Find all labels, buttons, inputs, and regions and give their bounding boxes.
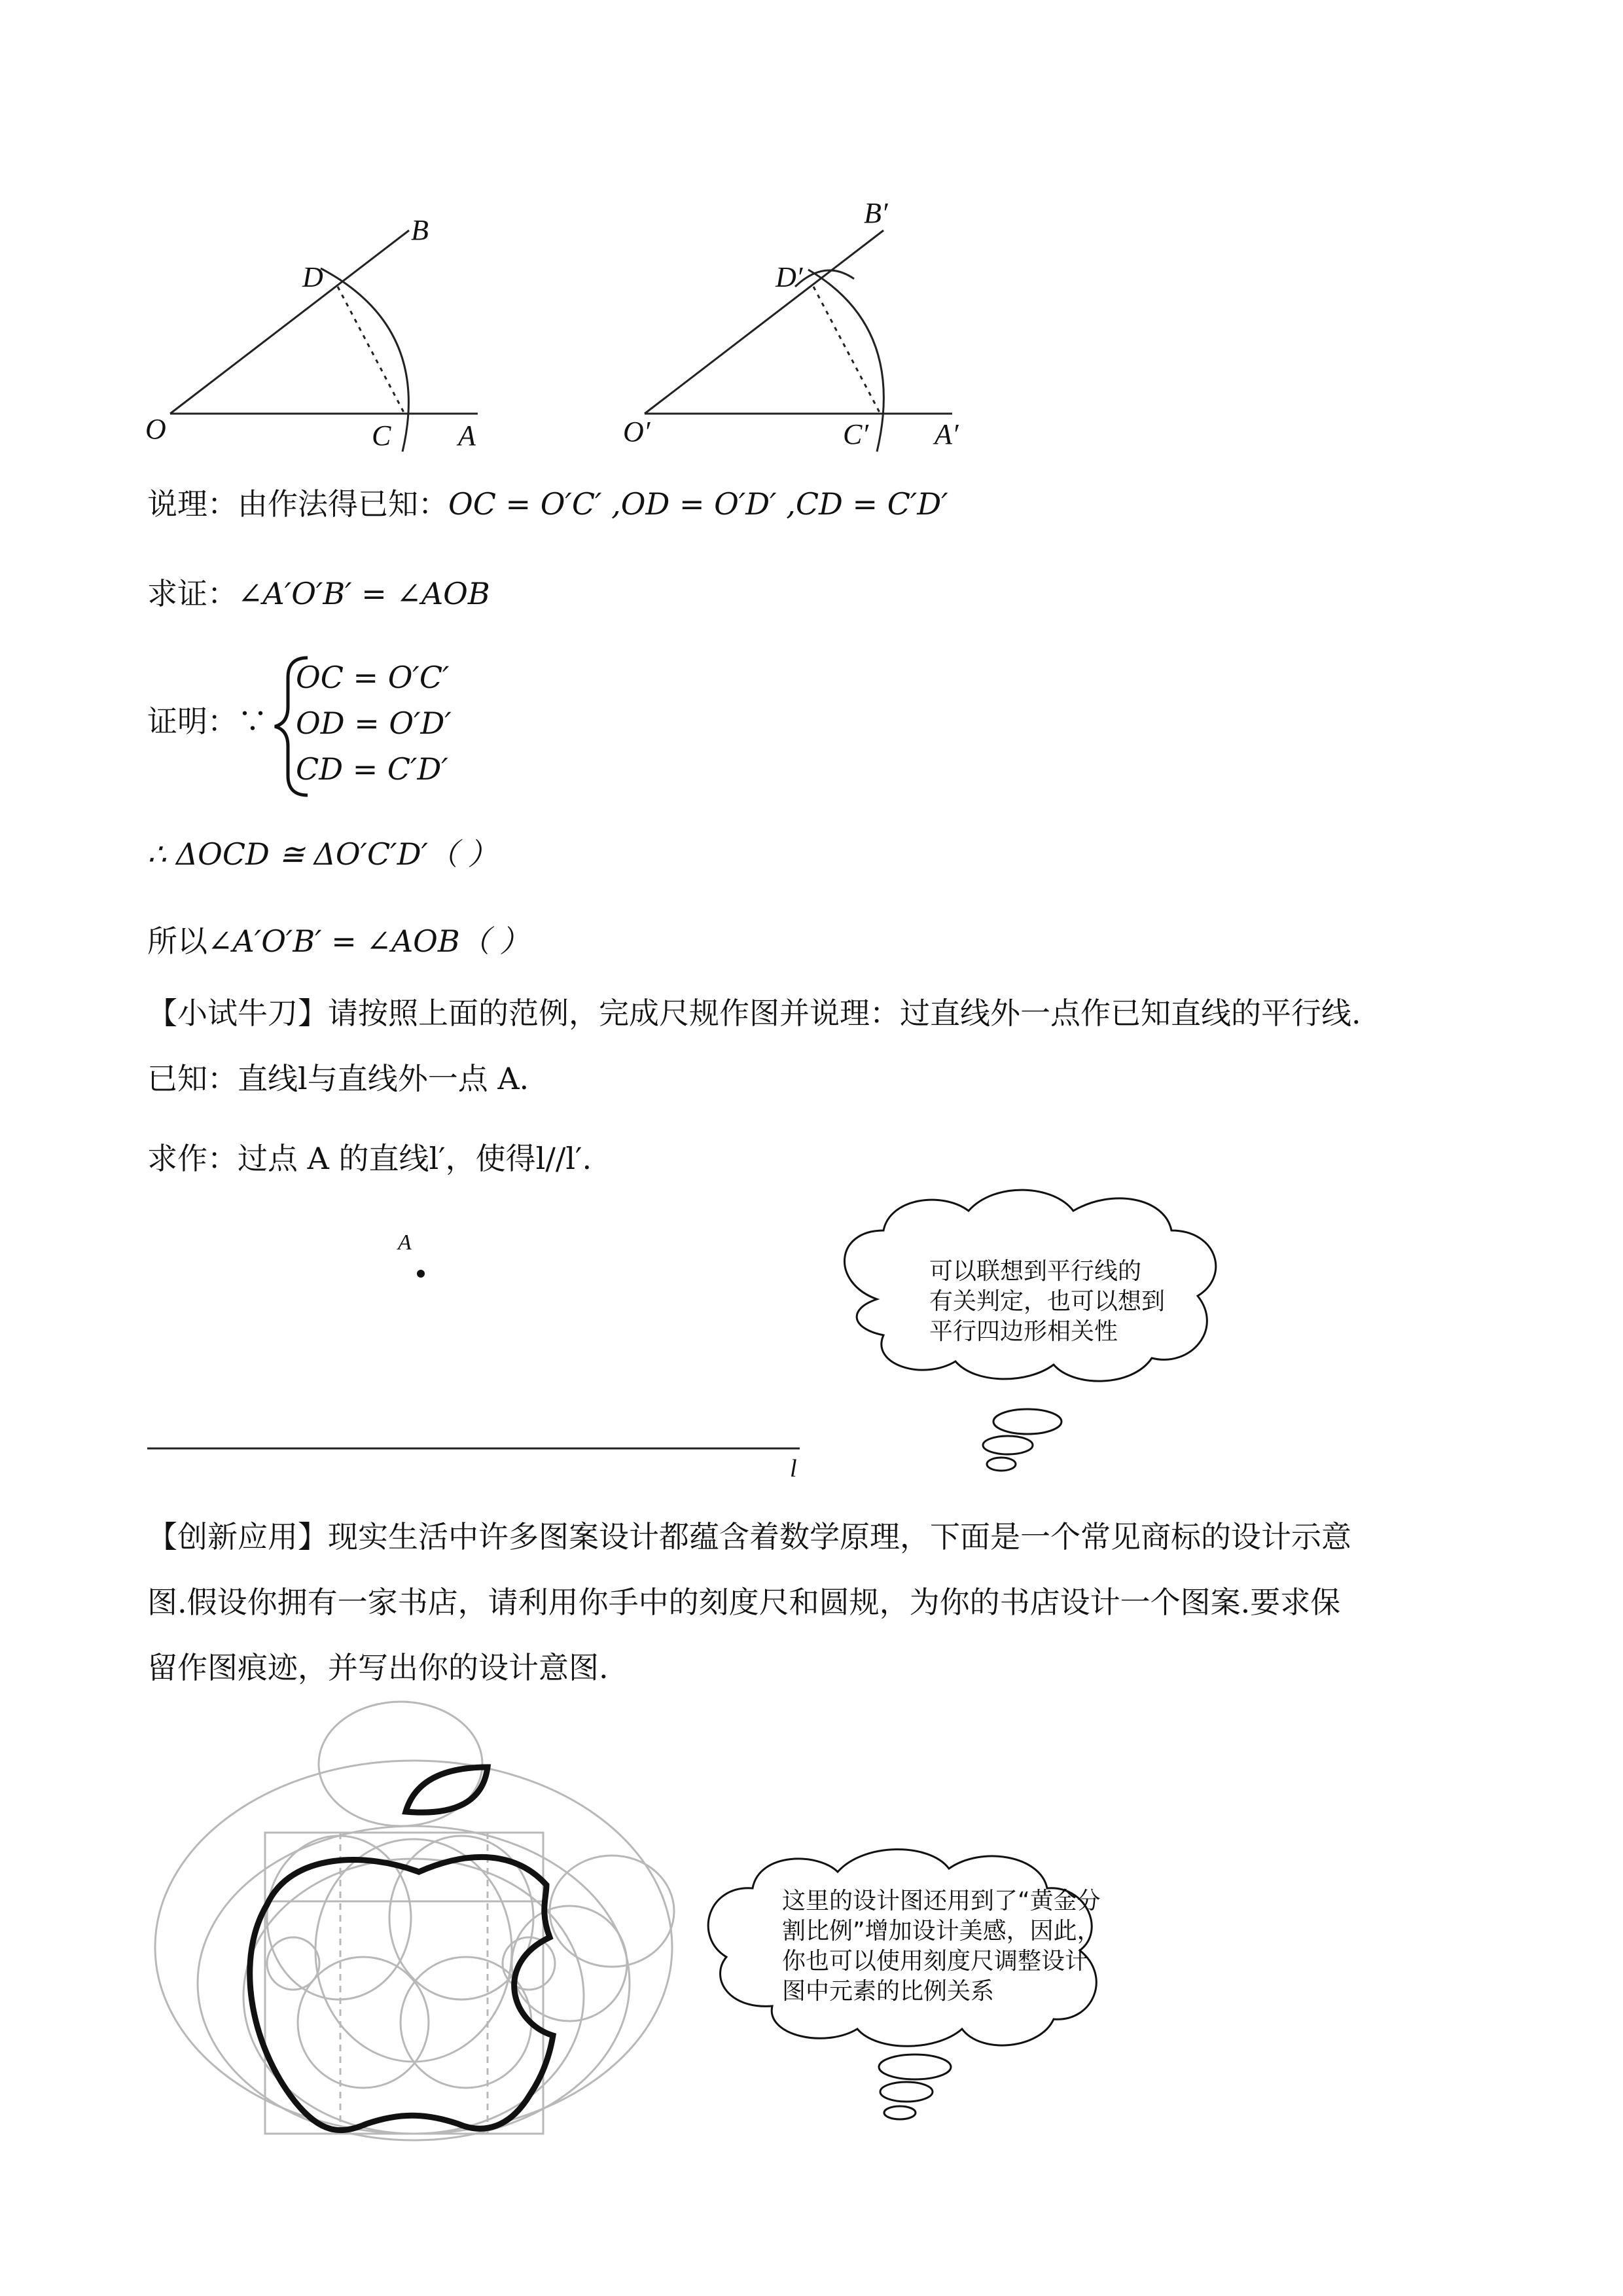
label-C: C: [372, 420, 391, 452]
label-B: B: [411, 214, 429, 246]
label-B-prime: B′: [864, 197, 888, 229]
proof-line-2: OD = O′D′: [296, 706, 452, 741]
point-A-label: A: [398, 1230, 412, 1255]
prove-label: 求证：: [147, 576, 238, 611]
explain-math: OC = O′C′ ,OD = O′D′ ,CD = C′D′: [448, 486, 948, 522]
trial-cloud-line-2: 有关判定，也可以想到: [929, 1288, 1166, 1315]
label-C-prime: C′: [843, 418, 868, 450]
conclusion-angle-math: ∠A′O′B′ = ∠AOB（ ）: [207, 924, 530, 959]
innovation-cloud-line-3: 你也可以使用刻度尺调整设计: [782, 1948, 1089, 1975]
trial-given: 已知：直线l与直线外一点 A.: [147, 1061, 529, 1096]
innovation-cloud-line-1: 这里的设计图还用到了“黄金分: [782, 1888, 1101, 1914]
proof-line-1: OC = O′C′: [296, 660, 450, 695]
innovation-line-1: 【创新应用】现实生活中许多图案设计都蕴含着数学原理，下面是一个常见商标的设计示意: [147, 1519, 1351, 1554]
label-D-prime: D′: [776, 261, 803, 293]
conclusion-congruent: ∴ ΔOCD ≅ ΔO′C′D′（ ）: [147, 836, 498, 872]
trial-cloud-line-3: 平行四边形相关性: [929, 1318, 1118, 1345]
prove-math: ∠A′O′B′ = ∠AOB: [238, 576, 490, 611]
proof-label: 证明：∵: [147, 704, 268, 739]
conclusion-angle-prefix: 所以: [147, 924, 207, 959]
innovation-line-2: 图.假设你拥有一家书店，请利用你手中的刻度尺和圆规，为你的书店设计一个图案.要求保: [147, 1585, 1341, 1620]
proof-line-3: CD = C′D′: [296, 751, 448, 787]
label-A: A: [458, 420, 476, 452]
trial-cloud-line-1: 可以联想到平行线的: [929, 1258, 1142, 1285]
innovation-line-3: 留作图痕迹，并写出你的设计意图.: [147, 1650, 609, 1685]
line-l-label: l: [790, 1455, 797, 1482]
explain-label: 说理：由作法得已知：: [147, 486, 448, 522]
innovation-cloud-line-4: 图中元素的比例关系: [782, 1978, 995, 2005]
label-O: O: [145, 413, 166, 445]
label-A-prime: A′: [935, 418, 959, 450]
innovation-cloud-line-2: 割比例”增加设计美感，因此，: [782, 1918, 1101, 1945]
label-O-prime: O′: [623, 416, 651, 448]
trial-construct: 求作：过点 A 的直线l′，使得l//l′.: [147, 1141, 592, 1176]
trial-title: 【小试牛刀】请按照上面的范例，完成尺规作图并说理：过直线外一点作已知直线的平行线.: [147, 996, 1361, 1031]
label-D: D: [302, 261, 323, 293]
